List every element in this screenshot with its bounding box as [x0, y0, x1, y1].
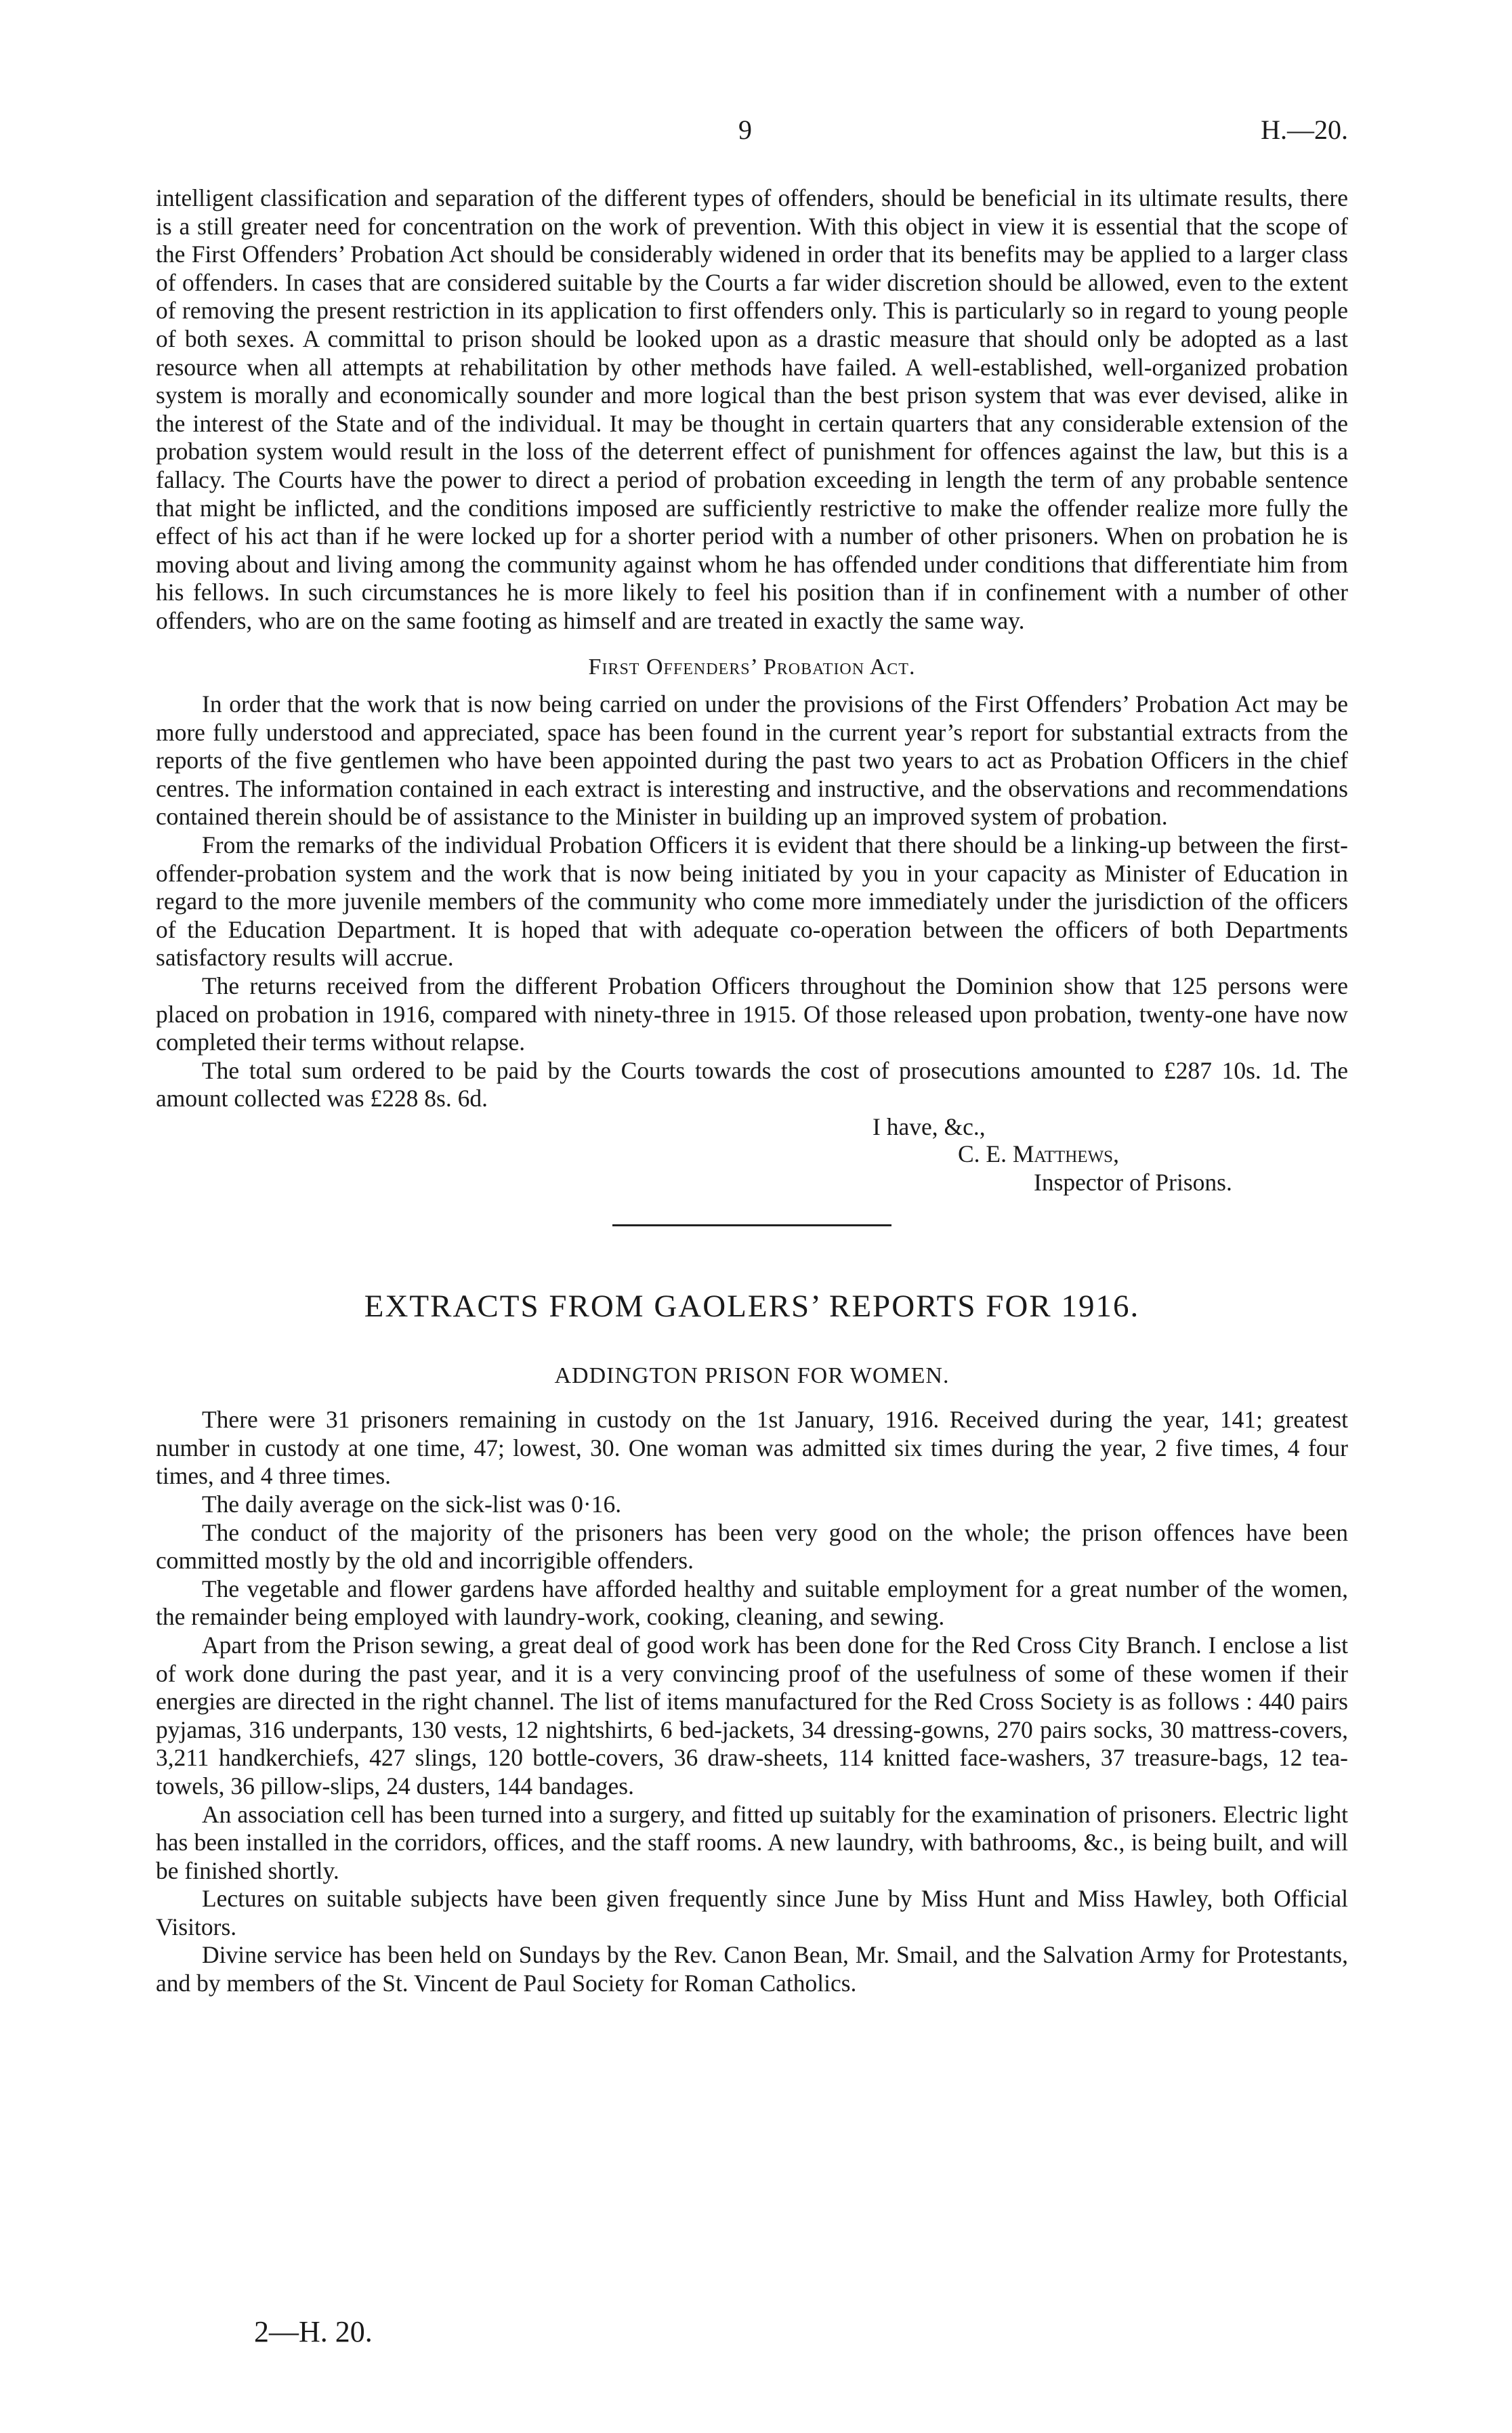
section-paragraph: The total sum ordered to be paid by the Courts towards the cost of prosecutions amounted to £287 10s. 1d. The amount collected was £228 8s. 6d.: [156, 1056, 1348, 1112]
prison-paragraph: Divine service has been held on Sundays by the Rev. Canon Bean, Mr. Smail, and the Salvation Army for Protestants, and by members of the St. Vincent de Paul Society for Roman Catholics.: [156, 1941, 1348, 1997]
section-divider: [612, 1224, 891, 1226]
signature-closing: I have, &c.,: [873, 1113, 986, 1140]
prison-paragraph: Apart from the Prison sewing, a great deal of good work has been done for the Red Cross City Branch. I enclose a list of work done during the past year, and it is a very convincing proof of the usefulness of some of these women if their energies are directed in the right channel. The list of items manufactured for the Red Cross Society is as follows : 440 pairs pyjamas, 316 underpants, 130 vests, 12 nightshirts, 6 bed-jackets, 34 dressing-gowns, 270 pairs socks, 30 mattress-covers, 3,211 handkerchiefs, 427 slings, 120 bottle-covers, 36 draw-sheets, 114 knitted face-washers, 37 treasure-bags, 12 tea-towels, 36 pillow-slips, 24 dusters, 144 bandages.: [156, 1631, 1348, 1800]
page-body: [156, 184, 1348, 1998]
prison-paragraph: The daily average on the sick-list was 0·16.: [202, 1490, 622, 1518]
signature-title: Inspector of Prisons.: [1034, 1169, 1232, 1196]
prison-paragraph: An association cell has been turned into a surgery, and fitted up suitably for the examination of prisoners. Electric light has been installed in the corridors, offices, and the staff rooms. A new laundry, with bathrooms, &c., is being built, and will be finished shortly.: [156, 1800, 1348, 1884]
section-paragraph: In order that the work that is now being carried on under the provisions of the First Offenders’ Probation Act may be more fully understood and appreciated, space has been found in the current year’s report for substantial extracts from the reports of the five gentlemen who have been appointed during the past two years to act as Probation Officers in the chief centres. The information contained in each extract is interesting and instructive, and the observations and recommendations contained therein should be of assistance to the Minister in building up an improved system of probation.: [156, 690, 1348, 831]
section-paragraph: From the remarks of the individual Probation Officers it is evident that there should be a linking-up between the first-offender-probation system and the work that is now being initiated by you in your capacity as Minister of Education in regard to the more juvenile members of the community who come more immediately under the jurisdiction of the officers of the Education Department. It is hoped that with adequate co-operation between the officers of both Departments satisfactory results will accrue.: [156, 831, 1348, 972]
prison-paragraph: The vegetable and flower gardens have afforded healthy and suitable employment for a great number of the women, the remainder being employed with laundry-work, cooking, cleaning, and sewing.: [156, 1575, 1348, 1631]
extracts-title: EXTRACTS FROM GAOLERS’ REPORTS FOR 1916.: [364, 1289, 1140, 1324]
page-number: 9: [738, 115, 752, 145]
section-paragraph: The returns received from the different Probation Officers throughout the Dominion show that 125 persons were placed on probation in 1916, compared with ninety-three in 1915. Of those released upon probation, twenty-one have now completed their terms without relapse.: [156, 972, 1348, 1056]
document-code: H.—20.: [1261, 115, 1348, 145]
prison-paragraph: There were 31 prisoners remaining in custody on the 1st January, 1916. Received during the year, 141; greatest number in custody at one time, 47; lowest, 30. One woman was admitted six times during the year, 2 five times, 4 four times, and 4 three times.: [156, 1406, 1348, 1490]
signature-block: [156, 1113, 1348, 1199]
prison-paragraph: Lectures on suitable subjects have been given frequently since June by Miss Hunt and Miss Hawley, both Official Visitors.: [156, 1885, 1348, 1940]
signature-mark: 2—H. 20.: [254, 2315, 373, 2348]
intro-paragraph: intelligent classification and separation of the different types of offenders, should be beneficial in its ultimate results, there is a still greater need for concentration on the work of prevention. With this object in view it is essential that the scope of the First Offenders’ Probation Act should be considerably widened in order that its benefits may be applied to a larger class of offenders. In cases that are considered suitable by the Courts a far wider discretion should be allowed, even to the extent of removing the present restriction in its application to first offenders only. This is particularly so in regard to young people of both sexes. A committal to prison should be looked upon as a drastic measure that should only be adopted as a last resource when all attempts at rehabilitation by other methods have failed. A well-established, well-organized probation system is morally and economically sounder and more logical than the best prison system that was ever devised, alike in the interest of the State and of the individual. It may be thought in certain quarters that any considerable extension of the probation system would result in the loss of the deterrent effect of punishment for offences against the law, but this is a fallacy. The Courts have the power to direct a period of probation exceeding in length the term of any probable sentence that might be inflicted, and the conditions imposed are sufficiently restrictive to make the offender realize more fully the effect of his act than if he were locked up for a shorter period with a number of other prisoners. When on probation he is moving about and living among the community against whom he has offended under conditions that differentiate him from his fellows. In such circumstances he is more likely to feel his position than if in confinement with a number of other offenders, who are on the same footing as himself and are treated in exactly the same way.: [156, 184, 1348, 634]
page-header: [156, 114, 1348, 154]
prison-heading: ADDINGTON PRISON FOR WOMEN.: [554, 1363, 950, 1388]
signature-name: C. E. Matthews,: [958, 1140, 1119, 1167]
prison-paragraph: The conduct of the majority of the prisoners has been very good on the whole; the prison offences have been committed mostly by the old and incorrigible offenders.: [156, 1518, 1348, 1575]
section-heading: First Offenders’ Probation Act.: [588, 654, 916, 680]
